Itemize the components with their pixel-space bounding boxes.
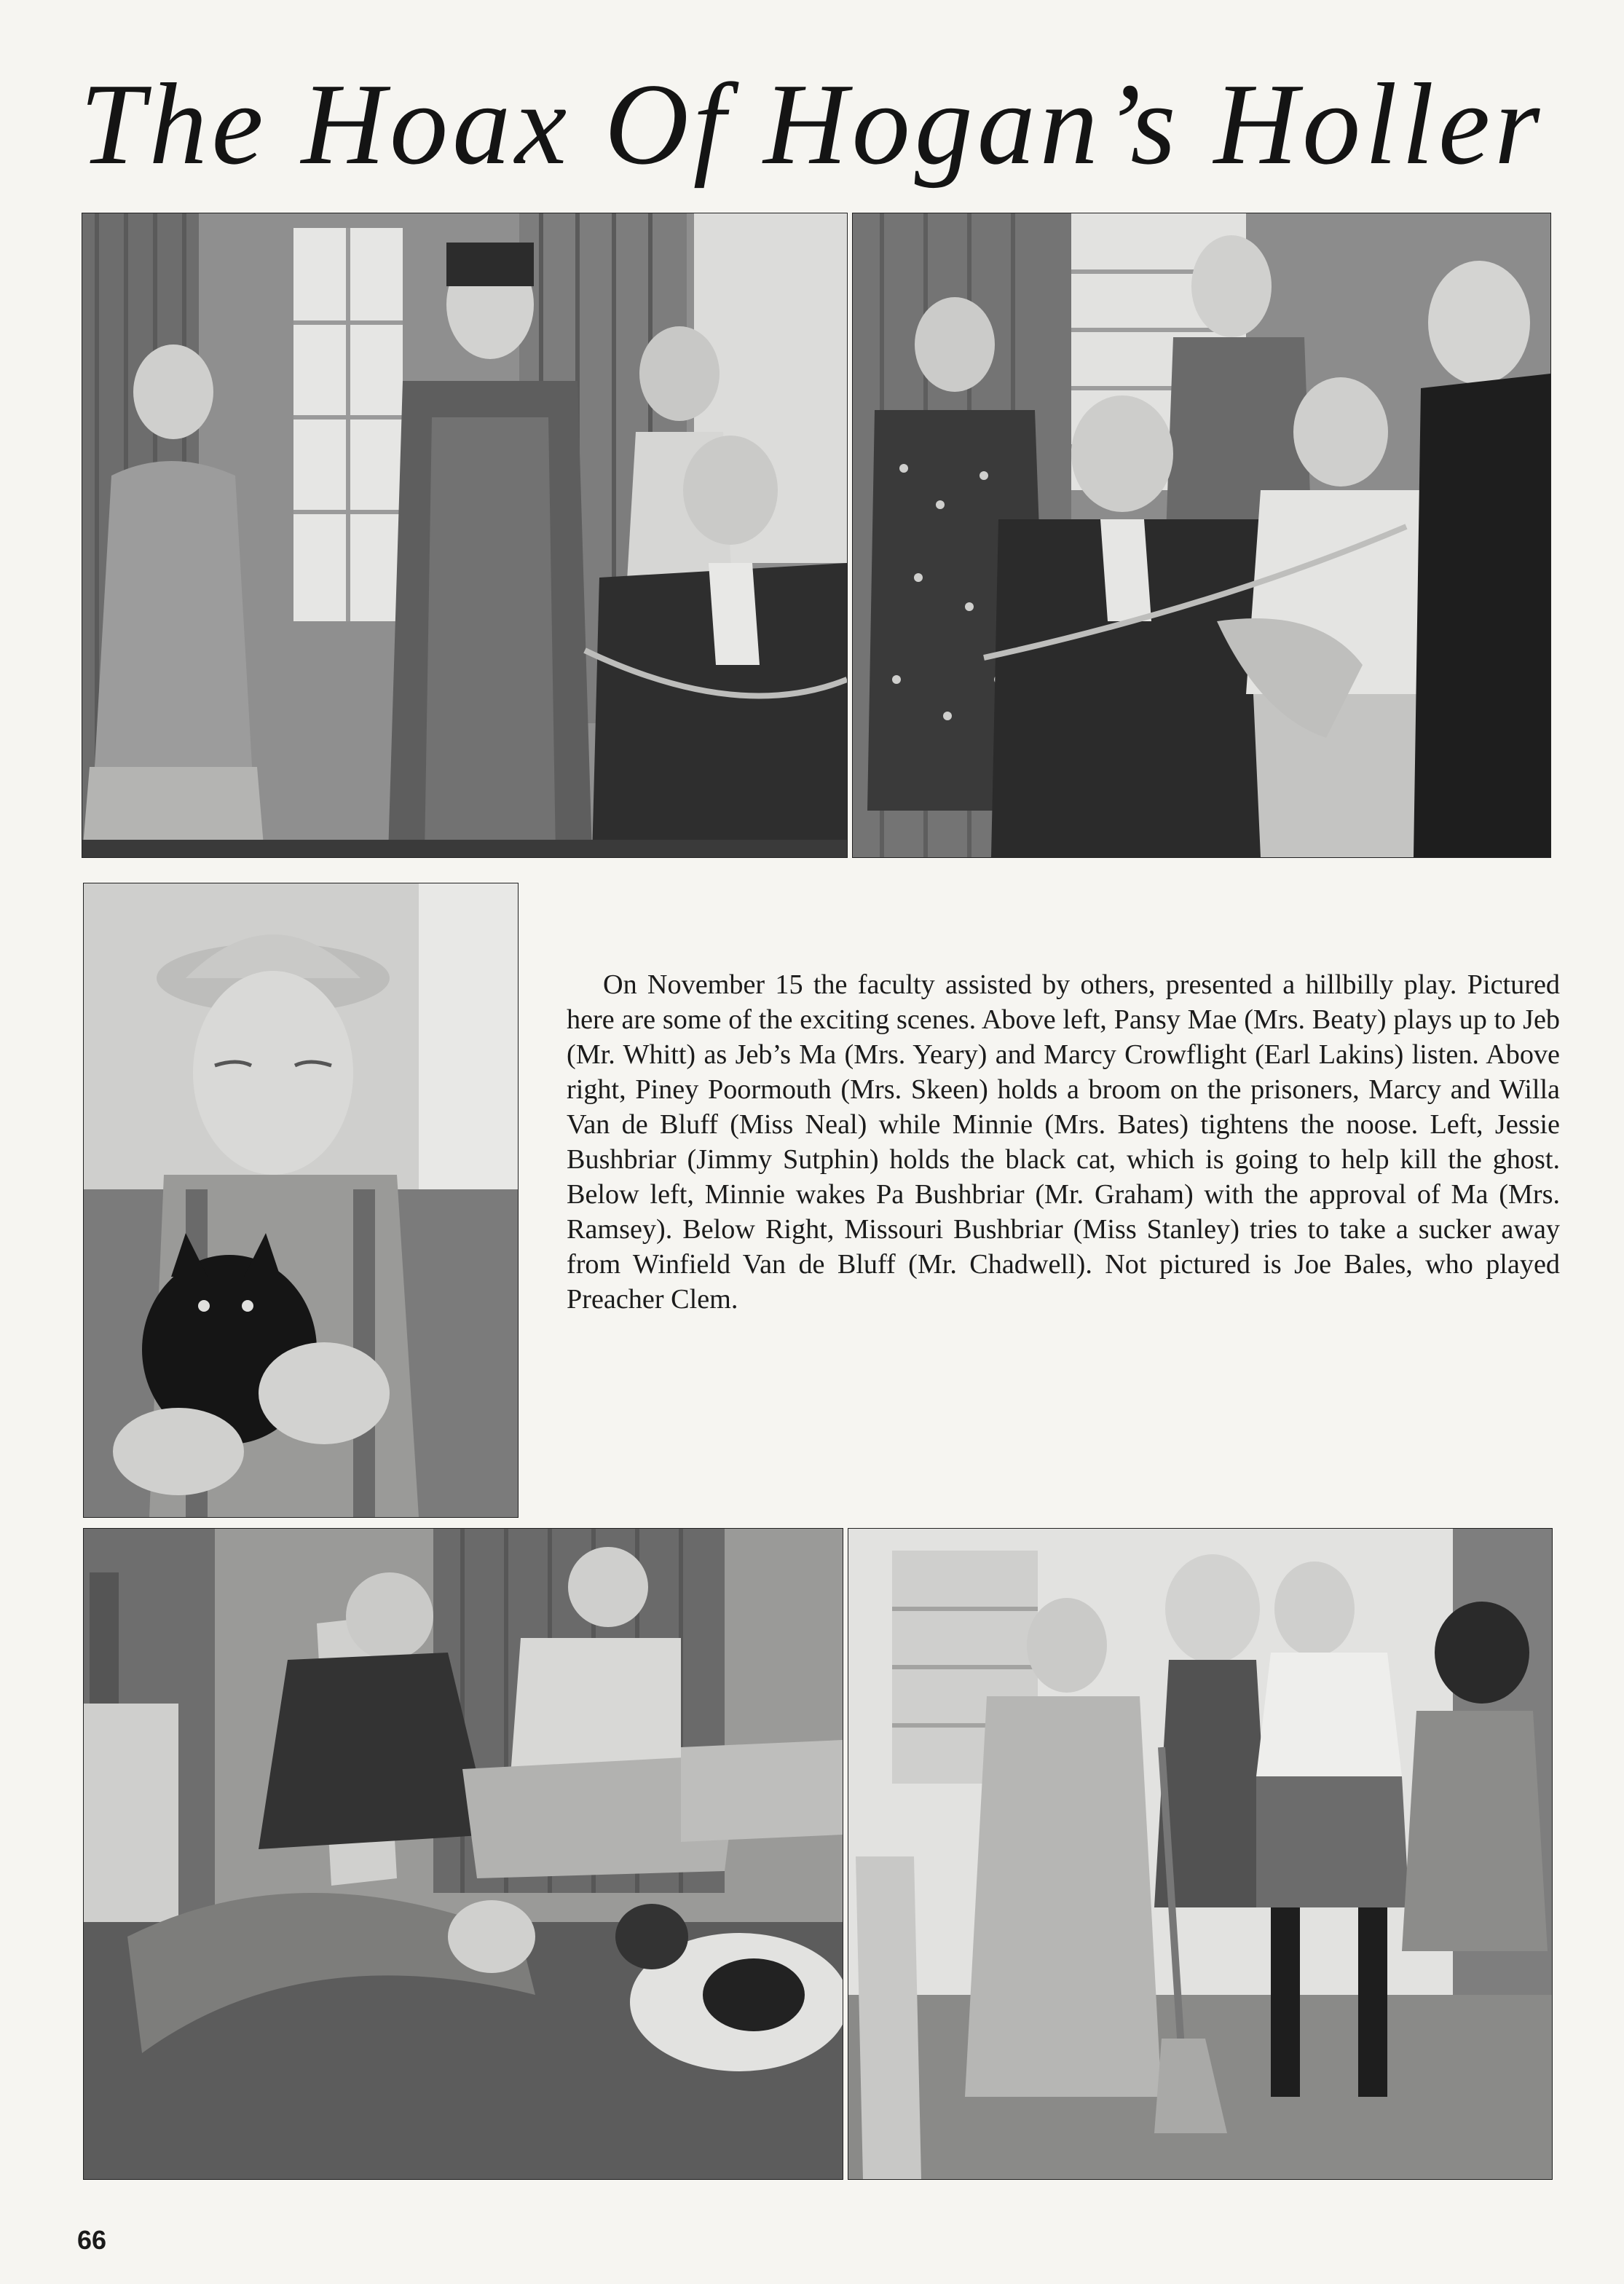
photo-bottom-left-scene — [83, 1528, 843, 2180]
photo-caption: On November 15 the faculty assisted by others, presented a hillbilly play. Pictured here are some of the exciting scenes. Above left, Pansy Mae (Mrs. Beaty) plays up to Jeb (Mr. Whitt) as Jeb’s Ma (Mrs. Yeary) and Marcy Crowflight (Earl Lakins) listen. Above right, Piney Poormouth (Mrs. Skeen) holds a broom on the prisoners, Marcy and Willa Van de Bluff (Miss Neal) while Minnie (Mrs. Bates) tightens the noose. Left, Jessie Bushbriar (Jimmy Sutphin) holds the black cat, which is going to help kill the ghost. Below left, Minnie wakes Pa Bushbriar (Mr. Graham) with the approval of Ma (Mrs. Ramsey). Below Right, Missouri Bushbriar (Miss Stanley) tries to take a sucker away from Winfield Van de Bluff (Mr. Chadwell). Not pictured is Joe Bales, who played Preacher Clem. — [567, 969, 1560, 1315]
page-number: 66 — [77, 2225, 107, 2255]
photo-bottom-right-scene — [848, 1528, 1553, 2180]
page-title: The Hoax Of Hogan’s Holler — [79, 59, 1545, 189]
photo-top-right-scene — [852, 213, 1551, 858]
photo-jessie-with-cat — [83, 883, 519, 1518]
photo-top-left-scene — [82, 213, 848, 858]
